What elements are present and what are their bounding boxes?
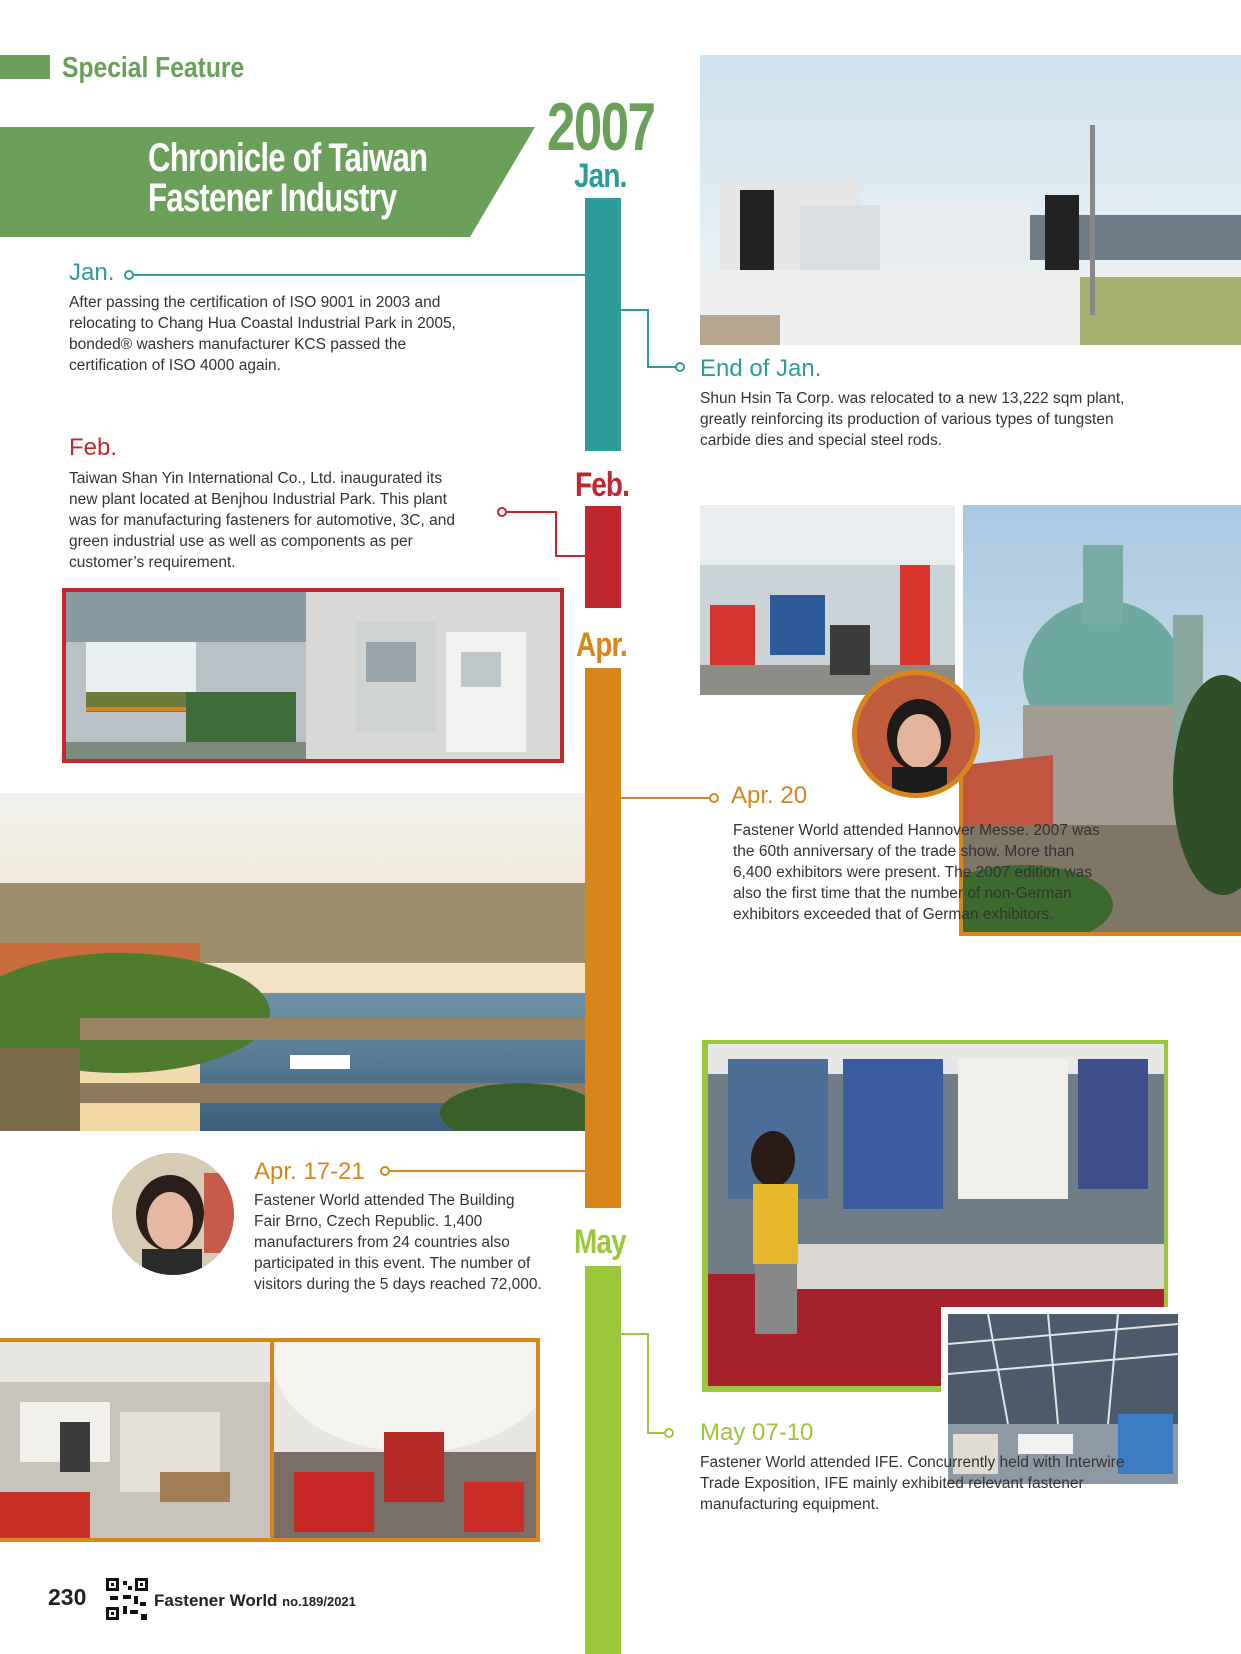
hannover-hall-photo [700,505,955,695]
year-label: 2007 [547,89,655,165]
page-number: 230 [48,1584,87,1610]
event-feb-text: Taiwan Shan Yin International Co., Ltd. inaugurated its new plant located at Benjhou Industrial Park. This plant was for manufacturing fasteners for automotive, 3C, and green industrial use as well as components as per customer’s requirement. [69,470,455,571]
event-apr20-text-body: Fastener World attended Hannover Messe. 2007 was the 60th anniversary of the trade show. More than 6,400 exhibitors were present. The 2007 edition was also the first time that the number of non-German exhibitors exceeded that of German exhibitors. [733,822,1100,923]
plant-interior-photo [62,588,564,763]
month-label-apr: Apr. [576,626,627,664]
event-apr20-heading: Apr. 20 [731,782,808,809]
event-end-jan-text: Shun Hsin Ta Corp. was relocated to a new 13,222 sqm plant, greatly reinforcing its production of various types of tungsten carbide dies and special steel rods. [700,390,1125,449]
month-label-may: May [574,1223,626,1261]
event-apr17-heading: Apr. 17-21 [254,1158,365,1185]
event-feb-heading: Feb. [69,434,118,461]
event-may-heading: May 07-10 [700,1419,814,1446]
portrait-apr20 [852,670,980,798]
section-label: Special Feature [62,52,245,84]
event-may-text: Fastener World attended IFE. Concurrently held with Interwire Trade Exposition, IFE mainly exhibited relevant fastener manufacturing equipment. [700,1454,1125,1513]
event-apr17-text: Fastener World attended The Building Fair Brno, Czech Republic. 1,400 manufacturers from 24 countries also participated in this event. The number of visitors during the 5 days reached 72,000. [254,1192,542,1293]
qr-code-icon [106,1578,148,1620]
event-jan-text: After passing the certification of ISO 9001 in 2003 and relocating to Chang Hua Coastal Industrial Park in 2005, bonded® washers manufacturer KCS passed the certification of ISO 4000 again. [69,294,456,374]
issue-number: no.189/2021 [282,1594,356,1609]
prague-photo [0,793,585,1131]
magazine-name [154,1591,356,1611]
brno-hall-photo [0,1342,270,1538]
portrait-apr17 [112,1153,234,1275]
magazine-title: Fastener World [154,1591,278,1610]
month-label-jan: Jan. [574,157,627,195]
event-end-jan-heading: End of Jan. [700,355,822,382]
hannover-border-bottom [963,932,1241,936]
title-line-2: Fastener Industry [148,176,397,220]
title-line-1: Chronicle of Taiwan [148,136,428,180]
brno-dome-photo [274,1342,536,1538]
factory-photo [700,55,1241,345]
month-label-feb: Feb. [575,466,630,504]
brno-photos-frame [0,1338,540,1542]
event-jan-heading: Jan. [69,259,115,286]
event-apr20-text [733,820,1113,925]
